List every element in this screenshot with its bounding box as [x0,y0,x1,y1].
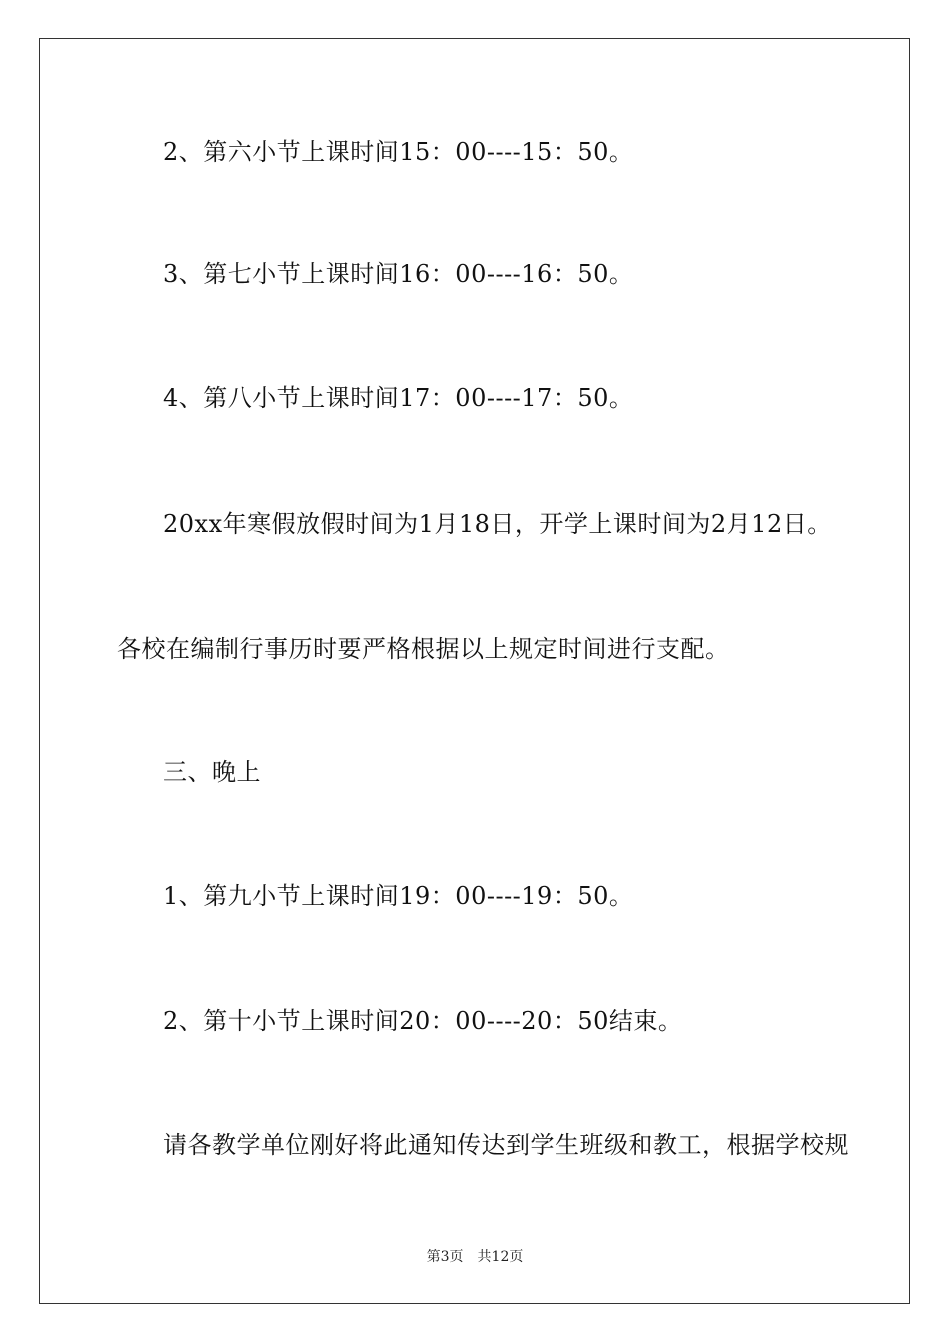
text-line-class10: 2、第十小节上课时间20：00----20：50结束。 [163,1007,683,1035]
section-heading-evening: 三、晚上 [163,758,261,786]
page-border [39,38,910,1304]
text-line-class6: 2、第六小节上课时间15：00----15：50。 [163,138,634,166]
text-line-calendar-note: 各校在编制行事历时要严格根据以上规定时间进行支配。 [117,635,730,663]
page-number-current: 第3页 [426,1249,464,1265]
text-line-class7: 3、第七小节上课时间16：00----16：50。 [163,260,634,288]
text-line-notice: 请各教学单位刚好将此通知传达到学生班级和教工，根据学校规 [163,1131,849,1159]
page-number-total: 共12页 [477,1249,524,1265]
page-footer [0,1248,950,1266]
text-line-class8: 4、第八小节上课时间17：00----17：50。 [163,384,634,412]
text-line-class9: 1、第九小节上课时间19：00----19：50。 [163,882,634,910]
text-line-winter-break: 20xx年寒假放假时间为1月18日，开学上课时间为2月12日。 [163,510,832,538]
